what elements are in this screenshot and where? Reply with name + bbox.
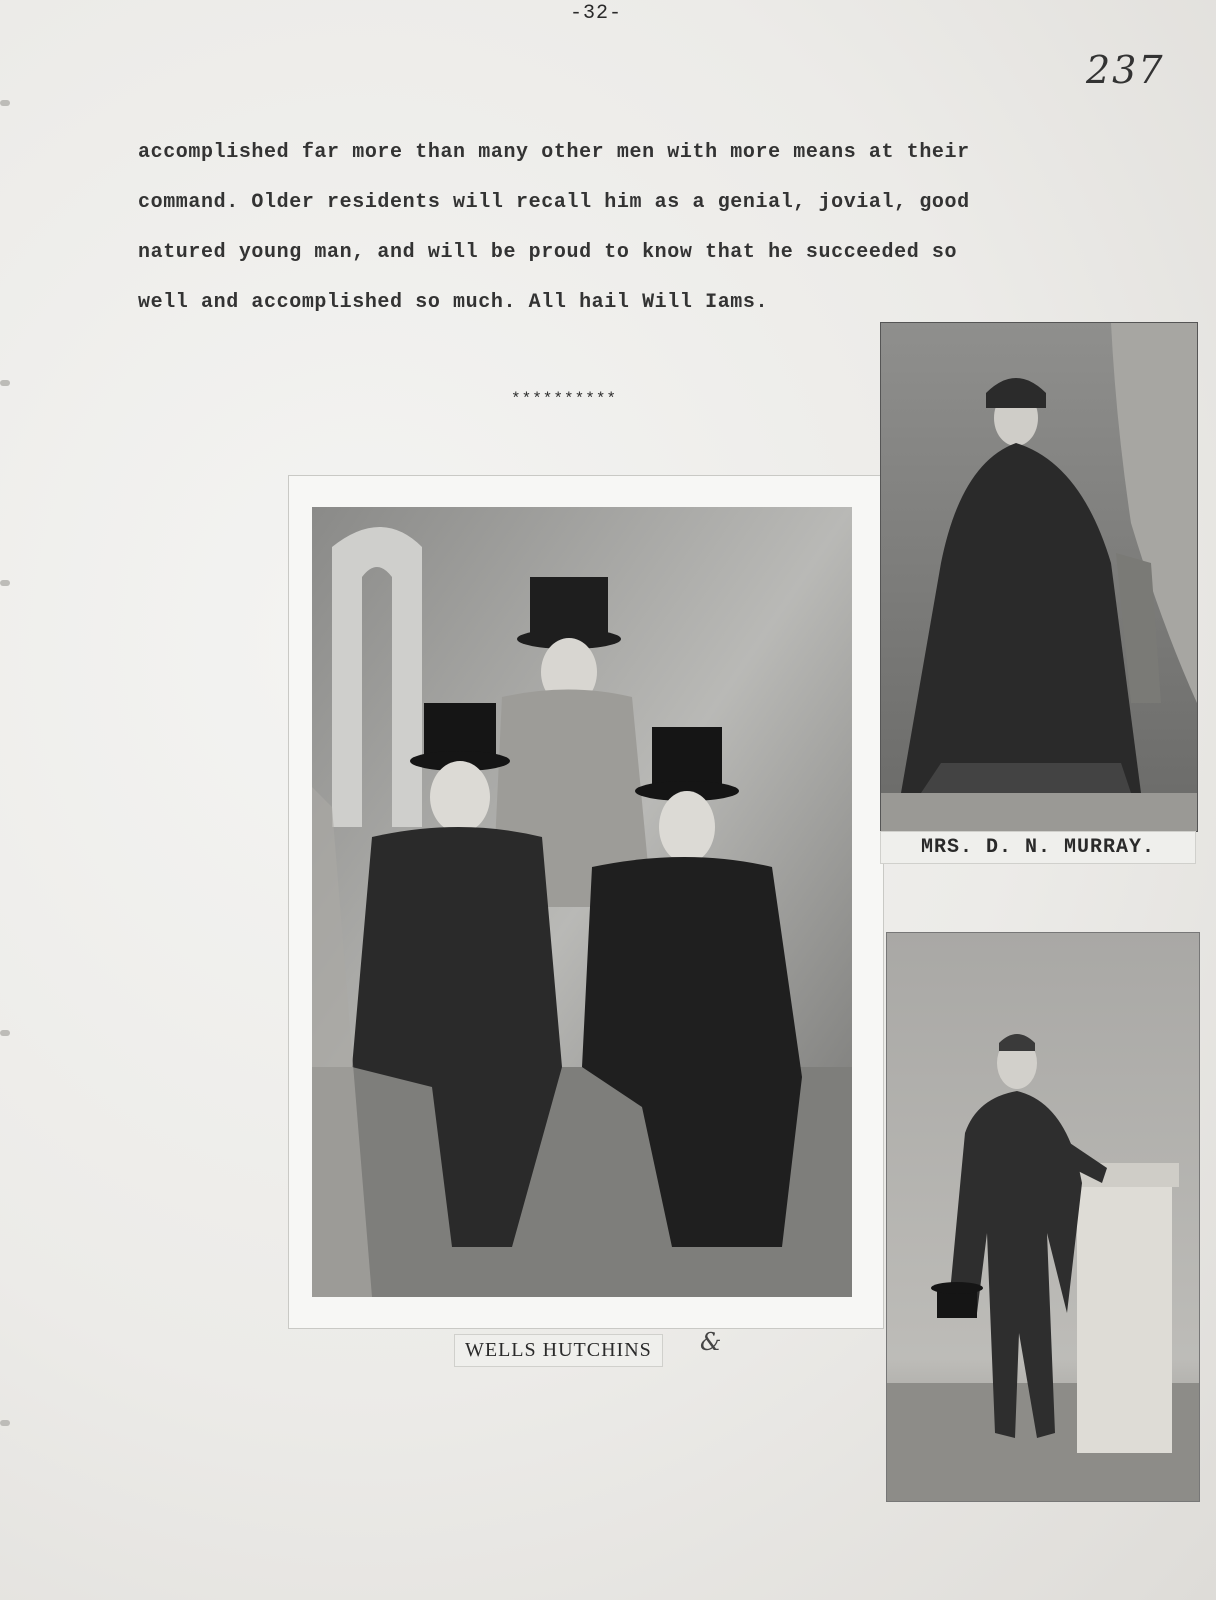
text-line: accomplished far more than many other men with more means at their xyxy=(138,141,970,164)
section-separator: ********** xyxy=(511,390,618,408)
text-line: well and accomplished so much. All hail Will Iams. xyxy=(138,291,769,314)
young-man-portrait-photo xyxy=(886,932,1200,1502)
page-number: -32- xyxy=(570,2,623,25)
text-line: command. Older residents will recall him as a genial, jovial, good xyxy=(138,191,970,214)
mrs-murray-caption: MRS. D. N. MURRAY. xyxy=(880,831,1196,864)
binding-mark xyxy=(0,580,10,586)
group-photo-caption: WELLS HUTCHINS xyxy=(454,1334,663,1367)
handwritten-mark: & xyxy=(700,1328,722,1356)
handwritten-folio: 237 xyxy=(1086,48,1165,92)
binding-mark xyxy=(0,380,10,386)
mrs-murray-portrait-photo xyxy=(880,322,1198,832)
body-text xyxy=(138,128,1148,328)
binding-mark xyxy=(0,100,10,106)
binding-mark xyxy=(0,1030,10,1036)
binding-mark xyxy=(0,1420,10,1426)
text-line: natured young man, and will be proud to know that he succeeded so xyxy=(138,241,958,264)
group-portrait-photo xyxy=(312,507,852,1297)
